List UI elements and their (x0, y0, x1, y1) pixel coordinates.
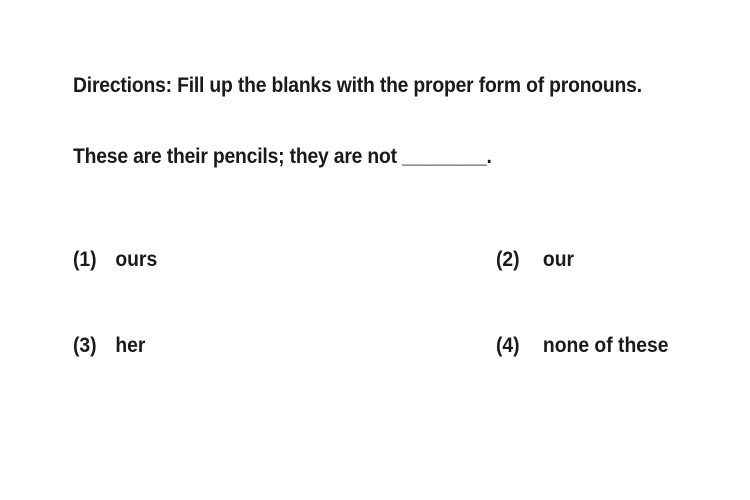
option-1[interactable] (73, 248, 157, 272)
option-1-text: ours (115, 248, 158, 271)
directions-text: Directions: Fill up the blanks with the proper form of pronouns. (73, 74, 642, 97)
option-4[interactable] (496, 334, 669, 358)
option-3-number: (3) (73, 334, 97, 357)
question-text: These are their pencils; they are not ________. (73, 145, 492, 168)
option-4-text: none of these (542, 334, 669, 357)
option-3[interactable] (73, 334, 145, 358)
option-2-number: (2) (496, 248, 520, 271)
option-3-text: her (115, 334, 146, 357)
option-2[interactable] (496, 248, 574, 272)
option-4-number: (4) (496, 334, 520, 357)
option-2-text: our (542, 248, 575, 271)
option-1-number: (1) (73, 248, 97, 271)
